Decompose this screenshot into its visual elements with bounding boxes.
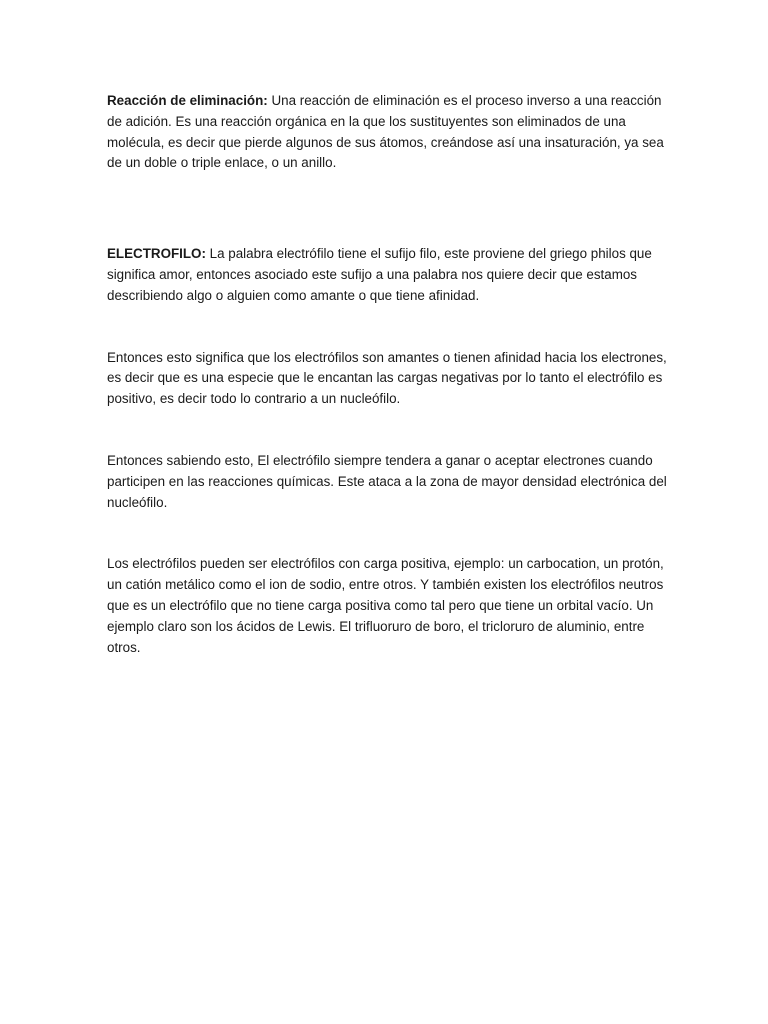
- paragraph-text: Entonces esto significa que los electrófilos son amantes o tienen afinidad hacia los electrones, es decir que es una especie que le encantan las cargas negativas por lo tanto el electrófilo es positivo, es decir todo lo contrario a un nucleófilo.: [107, 349, 667, 407]
- term-eliminacion: Reacción de eliminación:: [107, 93, 268, 108]
- paragraph-ataque: [107, 451, 667, 513]
- paragraph-tipos: [107, 554, 667, 658]
- paragraph-text: Una reacción de eliminación es el proceso inverso a una reacción de adición. Es una reacción orgánica en la que los sustituyentes son eliminados de una molécula, es decir que pierde algunos de sus átomos, creándose así una insaturación, ya sea de un doble o triple enlace, o un anillo.: [107, 93, 664, 171]
- paragraph-electrofilo: [107, 244, 667, 306]
- paragraph-eliminacion: [107, 91, 667, 174]
- paragraph-text: La palabra electrófilo tiene el sufijo filo, este proviene del griego philos que significa amor, entonces asociado este sufijo a una palabra nos quiere decir que estamos describiendo algo o alguien como amante o que tiene afinidad.: [107, 246, 652, 303]
- document-page: [107, 91, 667, 658]
- term-electrofilo: ELECTROFILO:: [107, 246, 206, 262]
- paragraph-text: Entonces sabiendo esto, El electrófilo siempre tendera a ganar o aceptar electrones cuando participen en las reacciones químicas. Este ataca a la zona de mayor densidad electrónica del nucleófilo.: [107, 452, 667, 510]
- paragraph-text: Los electrófilos pueden ser electrófilos con carga positiva, ejemplo: un carbocation, un protón, un catión metálico como el ion de sodio, entre otros. Y también existen los electrófilos neutros que es un electrófilo que no tiene carga positiva como tal pero que tiene un orbital vacío. Un ejemplo claro son los ácidos de Lewis. El trifluoruro de boro, el tricloruro de aluminio, entre otros.: [107, 556, 664, 655]
- paragraph-afinidad: [107, 348, 667, 410]
